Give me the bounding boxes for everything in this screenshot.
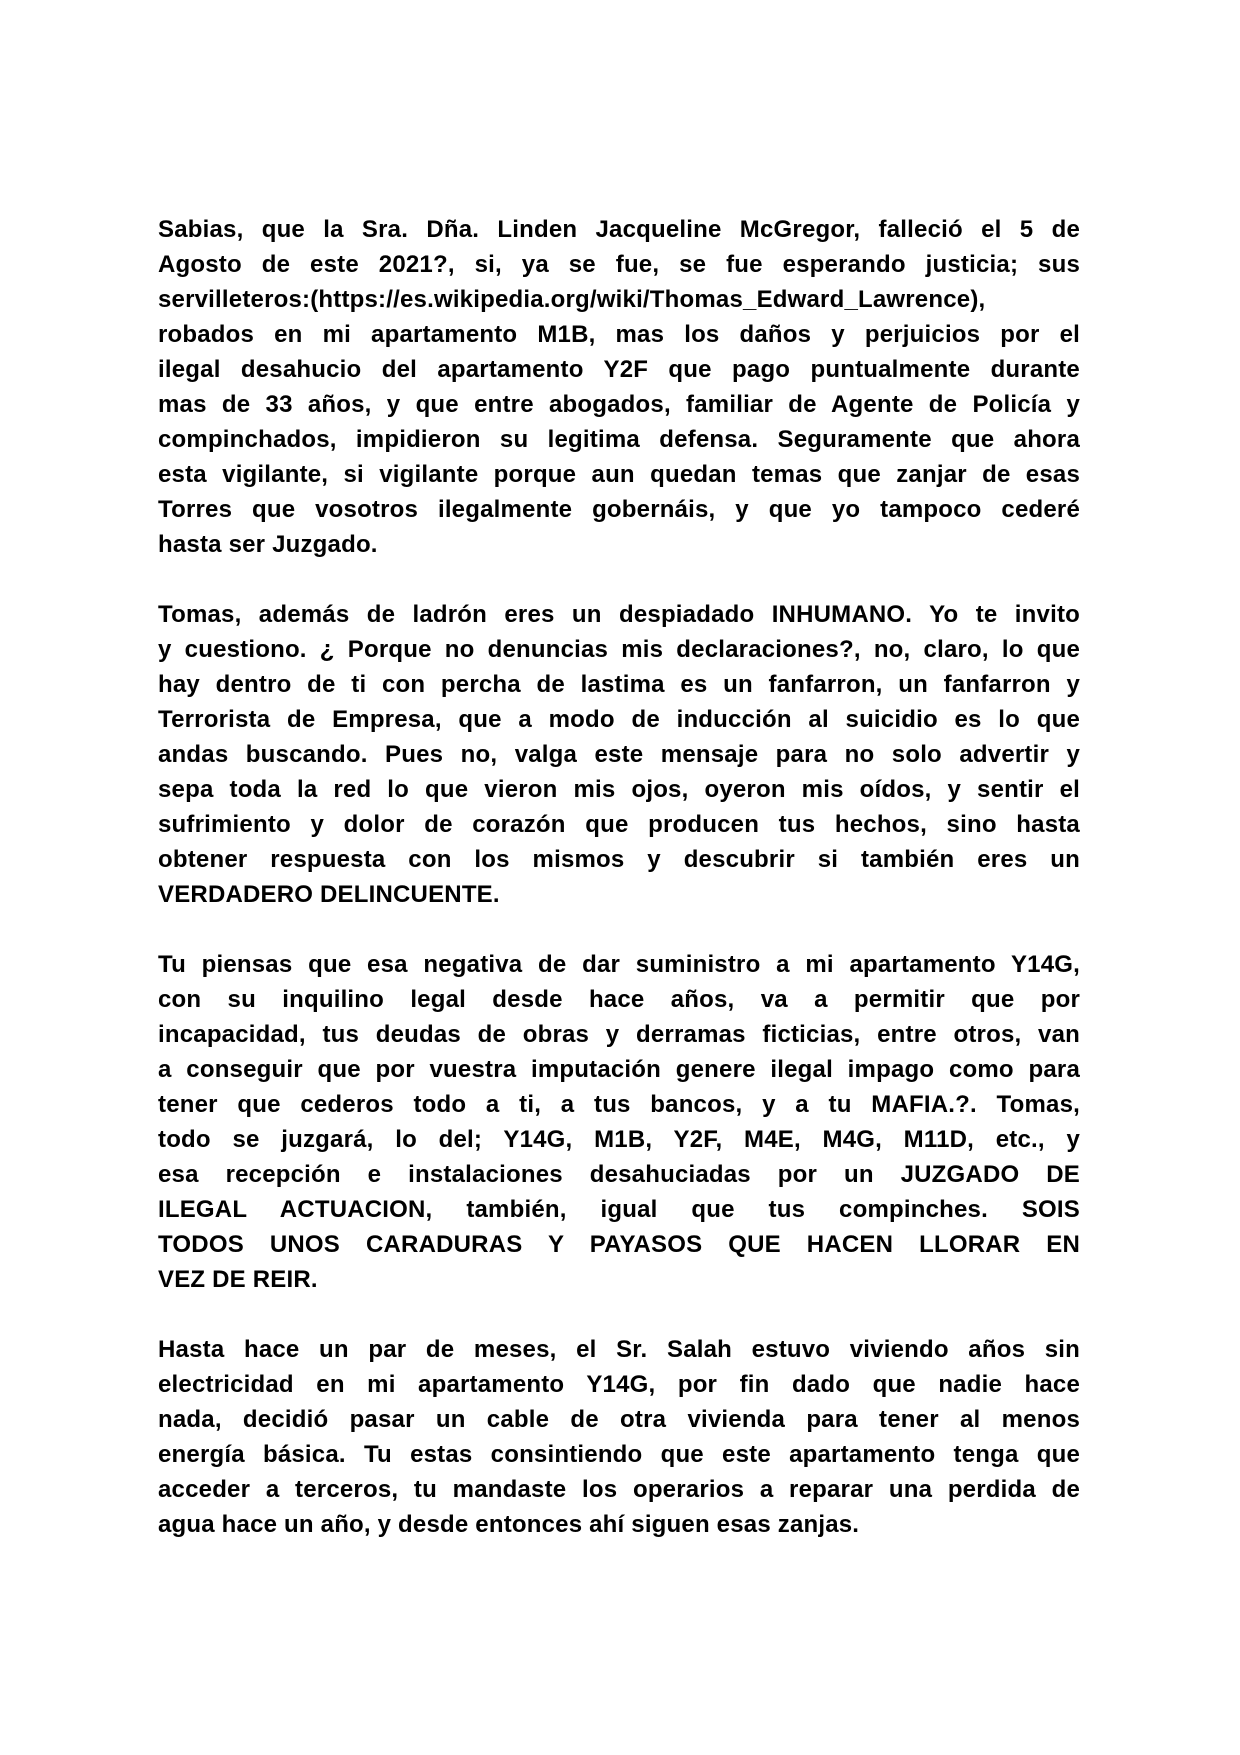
text-line: a conseguir que por vuestra imputación genere ilegal impago como para xyxy=(158,1056,1080,1083)
text-line: con su inquilino legal desde hace años, va a permitir que por xyxy=(158,986,1080,1013)
text-line: acceder a terceros, tu mandaste los operarios a reparar una perdida de xyxy=(158,1476,1080,1503)
paragraph xyxy=(158,947,1080,1297)
paragraph xyxy=(158,1332,1080,1542)
text-line: incapacidad, tus deudas de obras y derramas ficticias, entre otros, van xyxy=(158,1021,1080,1048)
text-line: Tu piensas que esa negativa de dar suministro a mi apartamento Y14G, xyxy=(158,951,1080,978)
text-line: ilegal desahucio del apartamento Y2F que pago puntualmente durante xyxy=(158,356,1080,383)
text-line: Agosto de este 2021?, si, ya se fue, se fue esperando justicia; sus xyxy=(158,251,1080,278)
text-line: energía básica. Tu estas consintiendo que este apartamento tenga que xyxy=(158,1441,1080,1468)
text-line: esa recepción e instalaciones desahuciadas por un JUZGADO DE xyxy=(158,1161,1080,1188)
text-line: Hasta hace un par de meses, el Sr. Salah estuvo viviendo años sin xyxy=(158,1336,1080,1363)
text-line: compinchados, impidieron su legitima defensa. Seguramente que ahora xyxy=(158,426,1080,453)
text-line: electricidad en mi apartamento Y14G, por fin dado que nadie hace xyxy=(158,1371,1080,1398)
text-line: VERDADERO DELINCUENTE. xyxy=(158,881,500,908)
paragraph xyxy=(158,597,1080,912)
text-line: agua hace un año, y desde entonces ahí siguen esas zanjas. xyxy=(158,1511,860,1538)
text-line: Torres que vosotros ilegalmente gobernáis, y que yo tampoco cederé xyxy=(158,496,1080,523)
text-line: robados en mi apartamento M1B, mas los daños y perjuicios por el xyxy=(158,321,1080,348)
text-line: Sabias, que la Sra. Dña. Linden Jacqueline McGregor, falleció el 5 de xyxy=(158,216,1080,243)
text-line: sufrimiento y dolor de corazón que producen tus hechos, sino hasta xyxy=(158,811,1080,838)
text-line: Terrorista de Empresa, que a modo de inducción al suicidio es lo que xyxy=(158,706,1080,733)
text-line: Tomas, además de ladrón eres un despiadado INHUMANO. Yo te invito xyxy=(158,601,1080,628)
document-body-text xyxy=(158,212,1080,1542)
text-line: mas de 33 años, y que entre abogados, familiar de Agente de Policía y xyxy=(158,391,1080,418)
paragraph xyxy=(158,212,1080,562)
text-line: todo se juzgará, lo del; Y14G, M1B, Y2F, M4E, M4G, M11D, etc., y xyxy=(158,1126,1080,1153)
text-line: y cuestiono. ¿ Porque no denuncias mis declaraciones?, no, claro, lo que xyxy=(158,636,1080,663)
text-line: hay dentro de ti con percha de lastima es un fanfarron, un fanfarron y xyxy=(158,671,1080,698)
text-line: tener que cederos todo a ti, a tus bancos, y a tu MAFIA.?. Tomas, xyxy=(158,1091,1080,1118)
text-line: nada, decidió pasar un cable de otra vivienda para tener al menos xyxy=(158,1406,1080,1433)
text-line: obtener respuesta con los mismos y descubrir si también eres un xyxy=(158,846,1080,873)
text-line: andas buscando. Pues no, valga este mensaje para no solo advertir y xyxy=(158,741,1080,768)
text-line: TODOS UNOS CARADURAS Y PAYASOS QUE HACEN LLORAR EN xyxy=(158,1231,1080,1258)
text-line: sepa toda la red lo que vieron mis ojos, oyeron mis oídos, y sentir el xyxy=(158,776,1080,803)
text-line: ILEGAL ACTUACION, también, igual que tus compinches. SOIS xyxy=(158,1196,1080,1223)
text-line: servilleteros:(https://es.wikipedia.org/wiki/Thomas_Edward_Lawrence), xyxy=(158,286,986,313)
text-line: hasta ser Juzgado. xyxy=(158,531,378,558)
text-line: VEZ DE REIR. xyxy=(158,1266,318,1293)
text-line: esta vigilante, si vigilante porque aun quedan temas que zanjar de esas xyxy=(158,461,1080,488)
